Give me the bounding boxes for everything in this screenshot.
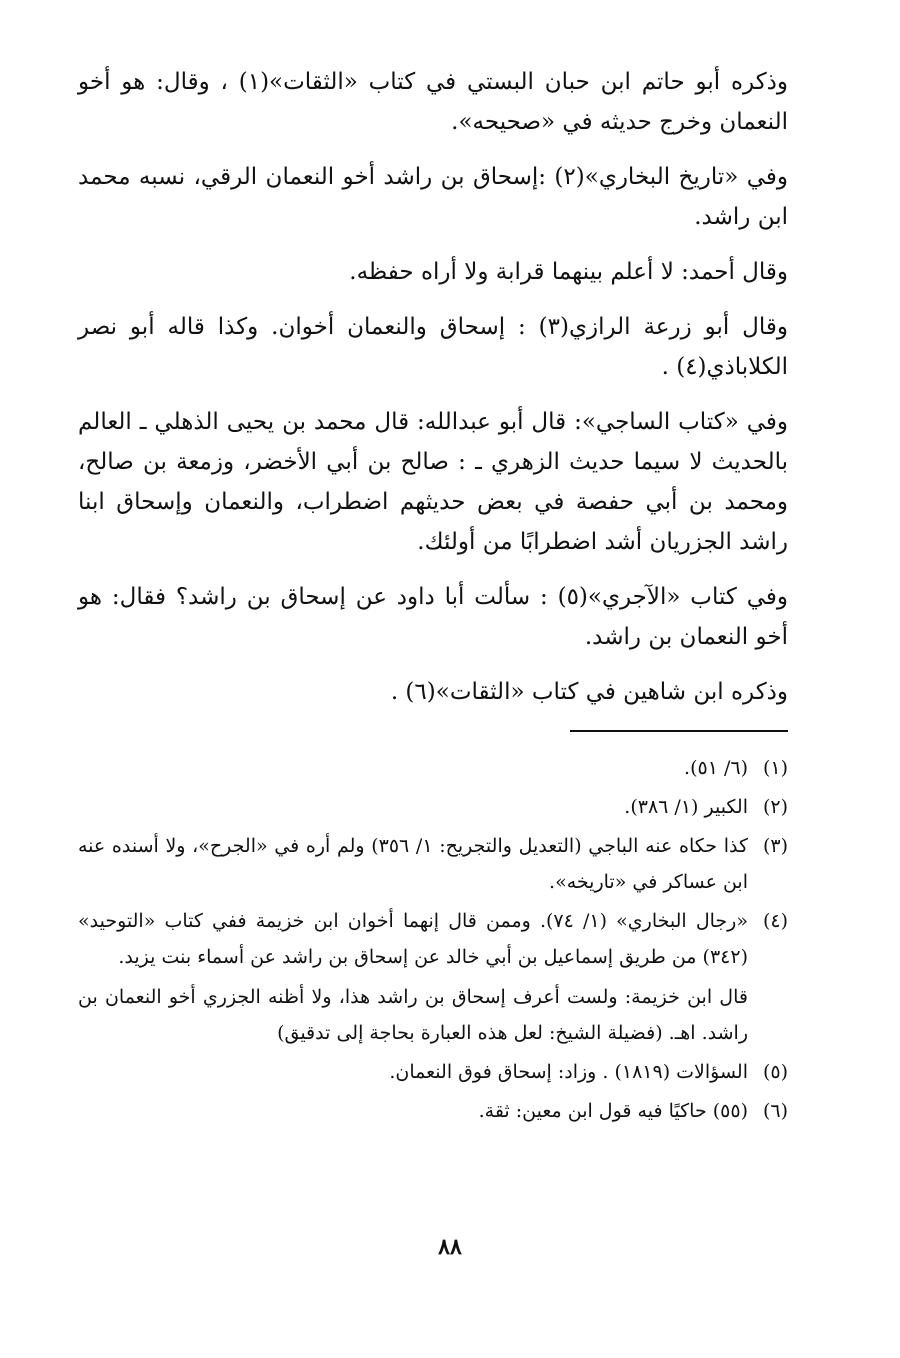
footnote [78,789,788,825]
paragraph: وذكره أبو حاتم ابن حبان البستي في كتاب «الثقات»(١) ، وقال: هو أخو النعمان وخرج حديثه في «صحيحه». [78,69,788,135]
footnote-separator [570,730,788,732]
footnote-number: (٢) [762,796,788,818]
footnote-number: (١) [762,757,788,779]
footnote [78,1054,788,1090]
paragraph: وفي «تاريخ البخاري»(٢) :إسحاق بن راشد أخو النعمان الرقي، نسبه محمد ابن راشد. [78,164,788,230]
footnote-number: (٦) [762,1100,788,1122]
footnote [78,1093,788,1129]
footnote-continuation: قال ابن خزيمة: ولست أعرف إسحاق بن راشد هذا، ولا أظنه الجزري أخو النعمان بن راشد. اهـ. (فضيلة الشيخ: لعل هذه العبارة بحاجة إلى تدقيق) [78,986,748,1044]
footnote [78,750,788,786]
footnote-text: الكبير (١/ ٣٨٦). [624,796,748,818]
paragraph: وفي كتاب «الآجري»(٥) : سألت أبا داود عن إسحاق بن راشد؟ فقال: هو أخو النعمان بن راشد. [78,584,788,650]
paragraph: وقال أحمد: لا أعلم بينهما قرابة ولا أراه حفظه. [349,259,788,285]
paragraph: وقال أبو زرعة الرازي(٣) : إسحاق والنعمان أخوان. وكذا قاله أبو نصر الكلاباذي(٤) . [78,314,788,380]
footnote [78,903,788,975]
footnote-text: «رجال البخاري» (١/ ٧٤). وممن قال إنهما أخوان ابن خزيمة ففي كتاب «التوحيد» (٣٤٢) من طريق إسماعيل بن أبي خالد عن إسحاق بن راشد عن أسماء بنت يزيد. [78,910,748,968]
footnote-text: السؤالات (١٨١٩) . وزاد: إسحاق فوق النعمان. [389,1061,748,1083]
paragraph: وفي «كتاب الساجي»: قال أبو عبدالله: قال محمد بن يحيى الذهلي ـ العالم بالحديث لا سيما حديث الزهري ـ : صالح بن أبي الأخضر، وزمعة بن صالح، ومحمد بن أبي حفصة في بعض حديثهم اضطراب، والنعمان وإسحاق ابنا راشد الجزريان أشد اضطرابًا من أولئك. [78,409,788,555]
footnote-text: كذا حكاه عنه الباجي (التعديل والتجريح: ١/ ٣٥٦) ولم أره في «الجرح»، ولا أسنده عنه ابن عساكر في «تاريخه». [78,835,748,893]
paragraph: وذكره ابن شاهين في كتاب «الثقات»(٦) . [390,679,788,705]
page-number: ٨٨ [438,1234,462,1260]
footnote-text: (٥٥) حاكيًا فيه قول ابن معين: ثقة. [478,1100,748,1122]
page-body [78,62,788,1132]
footnote-number: (٣) [762,835,788,857]
footnote-number: (٤) [762,910,788,932]
footnote [78,828,788,900]
footnote-text: (٦/ ٥١). [684,757,748,779]
footnote-number: (٥) [762,1061,788,1083]
